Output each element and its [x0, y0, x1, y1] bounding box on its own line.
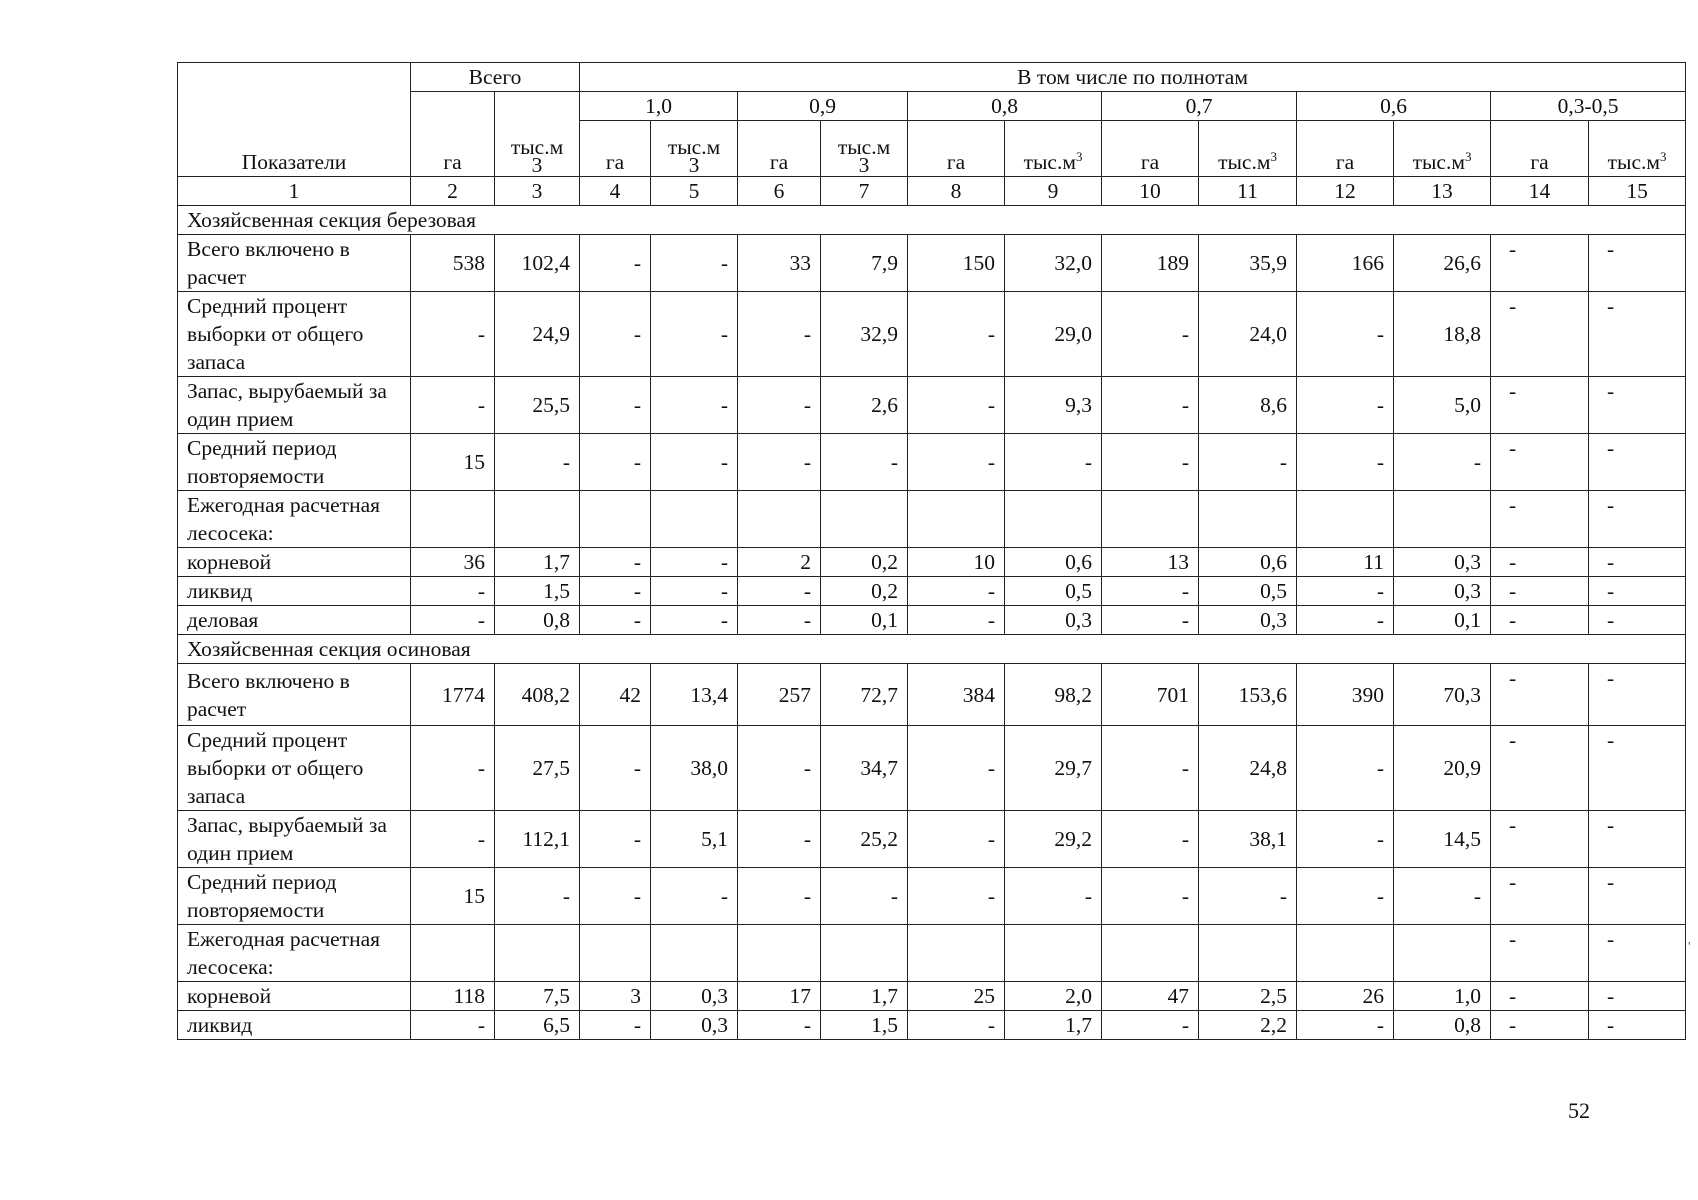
- section-row: [178, 206, 1686, 235]
- table-cell: 26: [1297, 982, 1394, 1011]
- table-cell: -: [1394, 868, 1491, 925]
- table-row: [178, 548, 1686, 577]
- table-row: [178, 868, 1686, 925]
- column-number: 2: [411, 177, 495, 206]
- table-cell: 2: [738, 548, 821, 577]
- table-cell: 47: [1102, 982, 1199, 1011]
- table-cell: 18,8: [1394, 292, 1491, 377]
- header-unit-volume: тыс.м 3: [651, 121, 738, 177]
- table-cell: -: [1102, 811, 1199, 868]
- table-cell: -: [908, 292, 1005, 377]
- table-cell: -: [411, 577, 495, 606]
- table-cell: -: [1102, 606, 1199, 635]
- table-cell: -: [580, 577, 651, 606]
- header-unit-ha: га: [1102, 121, 1199, 177]
- table-cell: -: [1491, 925, 1589, 982]
- table-cell: 1,5: [495, 577, 580, 606]
- table-cell: 1,7: [1005, 1011, 1102, 1040]
- table-cell: -: [1102, 1011, 1199, 1040]
- table-cell: [908, 491, 1005, 548]
- header-total: Всего: [411, 63, 580, 92]
- table-cell: -: [580, 606, 651, 635]
- table-cell: 6,5: [495, 1011, 580, 1040]
- table-cell: -: [1491, 664, 1589, 726]
- table-cell: -: [1589, 235, 1686, 292]
- column-number: 13: [1394, 177, 1491, 206]
- table-row: [178, 1011, 1686, 1040]
- table-cell: [1005, 925, 1102, 982]
- table-cell: [495, 925, 580, 982]
- table-cell: -: [1589, 491, 1686, 548]
- table-cell: 3: [580, 982, 651, 1011]
- table-cell: -: [1102, 292, 1199, 377]
- table-cell: 42: [580, 664, 651, 726]
- row-label: ликвид: [178, 577, 411, 606]
- table-cell: -: [1199, 434, 1297, 491]
- table-cell: [821, 491, 908, 548]
- table-cell: -: [1491, 434, 1589, 491]
- table-cell: [495, 491, 580, 548]
- column-number: 14: [1491, 177, 1589, 206]
- table-cell: 0,3: [1394, 577, 1491, 606]
- table-row: [178, 292, 1686, 377]
- table-cell: 27,5: [495, 726, 580, 811]
- table-cell: -: [1297, 606, 1394, 635]
- table-cell: -: [411, 606, 495, 635]
- table-cell: -: [1394, 434, 1491, 491]
- table-cell: 25,5: [495, 377, 580, 434]
- table-cell: 2,5: [1199, 982, 1297, 1011]
- table-cell: [411, 925, 495, 982]
- table-cell: [1297, 925, 1394, 982]
- table-cell: 153,6: [1199, 664, 1297, 726]
- table-cell: 408,2: [495, 664, 580, 726]
- table-cell: -: [1491, 377, 1589, 434]
- table-cell: 0,5: [1005, 577, 1102, 606]
- row-label: Средний процент выборки от общего запаса: [178, 726, 411, 811]
- column-number: 4: [580, 177, 651, 206]
- table-row: [178, 235, 1686, 292]
- header-density-3: 0,8: [908, 92, 1102, 121]
- table-cell: -: [1297, 1011, 1394, 1040]
- column-number: 5: [651, 177, 738, 206]
- table-cell: -: [738, 606, 821, 635]
- table-cell: -: [651, 577, 738, 606]
- row-label: ликвид: [178, 1011, 411, 1040]
- table-cell: 24,8: [1199, 726, 1297, 811]
- table-cell: -: [411, 377, 495, 434]
- table-cell: 0,6: [1005, 548, 1102, 577]
- table-cell: 1774: [411, 664, 495, 726]
- table-cell: -: [738, 868, 821, 925]
- table-cell: 7,5: [495, 982, 580, 1011]
- header-unit-volume: $тыс.м^3$: [1199, 121, 1297, 177]
- table-cell: -: [908, 726, 1005, 811]
- table-cell: 32,9: [821, 292, 908, 377]
- table-cell: -: [495, 434, 580, 491]
- table-cell: -: [580, 548, 651, 577]
- header-total-volume: тыс.м 3: [495, 92, 580, 177]
- table-cell: -: [1589, 726, 1686, 811]
- table-cell: -: [580, 292, 651, 377]
- table-cell: 0,8: [495, 606, 580, 635]
- table-cell: [1005, 491, 1102, 548]
- table-cell: -: [1491, 292, 1589, 377]
- table-cell: -: [651, 377, 738, 434]
- table-cell: [1102, 491, 1199, 548]
- table-cell: 7,9: [821, 235, 908, 292]
- table-cell: -: [1102, 726, 1199, 811]
- table-cell: -: [821, 434, 908, 491]
- table-cell: -: [1491, 811, 1589, 868]
- table-cell: -: [1102, 377, 1199, 434]
- table-cell: 5,1: [651, 811, 738, 868]
- table-cell: [1297, 491, 1394, 548]
- row-label: Всего включено в расчет: [178, 664, 411, 726]
- table-cell: 14,5: [1394, 811, 1491, 868]
- table-cell: 118: [411, 982, 495, 1011]
- table-cell: -: [1491, 868, 1589, 925]
- header-unit-volume: $тыс.м^3$: [1394, 121, 1491, 177]
- table-cell: 36: [411, 548, 495, 577]
- table-cell: -: [1297, 811, 1394, 868]
- table-cell: -: [580, 1011, 651, 1040]
- table-cell: -: [908, 811, 1005, 868]
- margin-mark: ': [1688, 940, 1691, 955]
- table-cell: -: [1589, 606, 1686, 635]
- row-label: деловая: [178, 606, 411, 635]
- table-cell: -: [411, 292, 495, 377]
- header-density-4: 0,7: [1102, 92, 1297, 121]
- table-cell: 0,8: [1394, 1011, 1491, 1040]
- table-cell: 26,6: [1394, 235, 1491, 292]
- table-cell: -: [1589, 292, 1686, 377]
- table-cell: -: [1589, 577, 1686, 606]
- table-cell: -: [580, 434, 651, 491]
- table-row: [178, 925, 1686, 982]
- table-cell: [580, 925, 651, 982]
- table-cell: 102,4: [495, 235, 580, 292]
- table-cell: -: [411, 726, 495, 811]
- header-by-density: В том числе по полнотам: [580, 63, 1686, 92]
- table-cell: 35,9: [1199, 235, 1297, 292]
- table-cell: 70,3: [1394, 664, 1491, 726]
- table-cell: 24,0: [1199, 292, 1297, 377]
- table-cell: 0,1: [821, 606, 908, 635]
- table-cell: -: [1589, 434, 1686, 491]
- table-cell: -: [1005, 434, 1102, 491]
- header-total-ha: га: [411, 92, 495, 177]
- table-cell: 150: [908, 235, 1005, 292]
- header-unit-volume: $тыс.м^3$: [1005, 121, 1102, 177]
- table-cell: 32,0: [1005, 235, 1102, 292]
- column-number: 7: [821, 177, 908, 206]
- table-cell: -: [1589, 377, 1686, 434]
- table-cell: 166: [1297, 235, 1394, 292]
- table-cell: 0,1: [1394, 606, 1491, 635]
- table-cell: 13: [1102, 548, 1199, 577]
- table-cell: -: [651, 868, 738, 925]
- table-row: [178, 811, 1686, 868]
- table-cell: -: [1102, 868, 1199, 925]
- section-title: Хозяйсвенная секция осиновая: [178, 635, 1686, 664]
- table-cell: -: [411, 811, 495, 868]
- table-cell: -: [651, 606, 738, 635]
- table-cell: 538: [411, 235, 495, 292]
- table-cell: 8,6: [1199, 377, 1297, 434]
- table-cell: -: [1491, 577, 1589, 606]
- table-cell: -: [908, 1011, 1005, 1040]
- table-cell: [821, 925, 908, 982]
- row-label: Ежегодная расчетная лесосека:: [178, 491, 411, 548]
- row-label: корневой: [178, 982, 411, 1011]
- page-number: 52: [1568, 1098, 1590, 1123]
- table-cell: -: [1297, 292, 1394, 377]
- table-cell: -: [1491, 606, 1589, 635]
- table-cell: -: [1589, 1011, 1686, 1040]
- column-number: 8: [908, 177, 1005, 206]
- table-cell: 38,0: [651, 726, 738, 811]
- table-cell: -: [411, 1011, 495, 1040]
- row-label: Средний период повторяемости: [178, 868, 411, 925]
- table-cell: -: [1491, 726, 1589, 811]
- column-number: 1: [178, 177, 411, 206]
- table-cell: -: [580, 726, 651, 811]
- table-cell: -: [580, 235, 651, 292]
- table-cell: 24,9: [495, 292, 580, 377]
- table-cell: [1199, 491, 1297, 548]
- header-unit-ha: га: [1491, 121, 1589, 177]
- table-cell: -: [1491, 491, 1589, 548]
- table-cell: -: [651, 548, 738, 577]
- table-cell: -: [1102, 577, 1199, 606]
- table-cell: -: [1199, 868, 1297, 925]
- row-label: Ежегодная расчетная лесосека:: [178, 925, 411, 982]
- table-cell: -: [1005, 868, 1102, 925]
- column-number: 15: [1589, 177, 1686, 206]
- table-cell: 1,5: [821, 1011, 908, 1040]
- table-cell: [738, 491, 821, 548]
- table-cell: 2,6: [821, 377, 908, 434]
- table-cell: -: [738, 377, 821, 434]
- table-cell: -: [1589, 982, 1686, 1011]
- table-cell: [1199, 925, 1297, 982]
- table-cell: 9,3: [1005, 377, 1102, 434]
- table-cell: -: [738, 811, 821, 868]
- table-cell: 0,3: [651, 982, 738, 1011]
- table-cell: 0,3: [1199, 606, 1297, 635]
- table-cell: 72,7: [821, 664, 908, 726]
- table-cell: 98,2: [1005, 664, 1102, 726]
- table-cell: 189: [1102, 235, 1199, 292]
- table-cell: 0,3: [1394, 548, 1491, 577]
- table-cell: -: [908, 577, 1005, 606]
- table-cell: 29,7: [1005, 726, 1102, 811]
- table-cell: 390: [1297, 664, 1394, 726]
- table-cell: -: [651, 292, 738, 377]
- table-cell: 701: [1102, 664, 1199, 726]
- table-cell: -: [1589, 811, 1686, 868]
- row-label: Запас, вырубаемый за один прием: [178, 811, 411, 868]
- table-cell: 257: [738, 664, 821, 726]
- table-cell: -: [1589, 664, 1686, 726]
- table-cell: -: [651, 434, 738, 491]
- header-unit-volume: $тыс.м^3$: [1589, 121, 1686, 177]
- table-cell: -: [908, 606, 1005, 635]
- table-cell: 13,4: [651, 664, 738, 726]
- table-cell: -: [1589, 868, 1686, 925]
- row-label: Средний период повторяемости: [178, 434, 411, 491]
- table-cell: 0,2: [821, 548, 908, 577]
- table-cell: 25: [908, 982, 1005, 1011]
- table-cell: 5,0: [1394, 377, 1491, 434]
- table-row: [178, 491, 1686, 548]
- row-label: Средний процент выборки от общего запаса: [178, 292, 411, 377]
- table-cell: [411, 491, 495, 548]
- table-cell: -: [580, 811, 651, 868]
- table-cell: -: [1589, 925, 1686, 982]
- table-cell: -: [1589, 548, 1686, 577]
- header-unit-volume: тыс.м 3: [821, 121, 908, 177]
- header-density-2: 0,9: [738, 92, 908, 121]
- table-cell: -: [495, 868, 580, 925]
- table-cell: -: [580, 377, 651, 434]
- table-cell: -: [1297, 434, 1394, 491]
- forest-cutting-table: [177, 62, 1686, 1040]
- table-cell: -: [738, 577, 821, 606]
- table-cell: -: [1102, 434, 1199, 491]
- table-cell: -: [651, 235, 738, 292]
- table-cell: -: [908, 868, 1005, 925]
- table-cell: -: [1491, 982, 1589, 1011]
- table-cell: [651, 491, 738, 548]
- table-cell: -: [738, 1011, 821, 1040]
- table-cell: 38,1: [1199, 811, 1297, 868]
- table-cell: 15: [411, 868, 495, 925]
- table-cell: [651, 925, 738, 982]
- column-number-row: [178, 177, 1686, 206]
- table-cell: 11: [1297, 548, 1394, 577]
- header-unit-ha: га: [908, 121, 1005, 177]
- table-cell: 34,7: [821, 726, 908, 811]
- table-cell: 1,7: [821, 982, 908, 1011]
- table-row: [178, 377, 1686, 434]
- table-cell: 0,2: [821, 577, 908, 606]
- row-label: Всего включено в расчет: [178, 235, 411, 292]
- row-label: Запас, вырубаемый за один прием: [178, 377, 411, 434]
- table-row: [178, 664, 1686, 726]
- table-cell: 384: [908, 664, 1005, 726]
- column-number: 3: [495, 177, 580, 206]
- table-cell: [1394, 491, 1491, 548]
- column-number: 9: [1005, 177, 1102, 206]
- table-cell: 17: [738, 982, 821, 1011]
- table-row: [178, 726, 1686, 811]
- header-unit-ha: га: [1297, 121, 1394, 177]
- table-cell: -: [580, 868, 651, 925]
- table-cell: 15: [411, 434, 495, 491]
- table-cell: -: [908, 434, 1005, 491]
- section-row: [178, 635, 1686, 664]
- header-density-5: 0,6: [1297, 92, 1491, 121]
- table-cell: 112,1: [495, 811, 580, 868]
- table-cell: [580, 491, 651, 548]
- table-cell: -: [1297, 868, 1394, 925]
- table-cell: -: [1297, 377, 1394, 434]
- column-number: 12: [1297, 177, 1394, 206]
- table-cell: 1,7: [495, 548, 580, 577]
- table-cell: 1,0: [1394, 982, 1491, 1011]
- table-cell: 2,2: [1199, 1011, 1297, 1040]
- table-cell: -: [1491, 235, 1589, 292]
- table-row: [178, 577, 1686, 606]
- header-unit-ha: га: [738, 121, 821, 177]
- table-cell: -: [908, 377, 1005, 434]
- table-cell: 0,3: [651, 1011, 738, 1040]
- table-row: [178, 606, 1686, 635]
- table-cell: -: [738, 726, 821, 811]
- column-number: 10: [1102, 177, 1199, 206]
- header-unit-ha: га: [580, 121, 651, 177]
- table-cell: 29,0: [1005, 292, 1102, 377]
- table-cell: 10: [908, 548, 1005, 577]
- header-density-6: 0,3-0,5: [1491, 92, 1686, 121]
- table-cell: [1394, 925, 1491, 982]
- table-cell: [738, 925, 821, 982]
- header-density-1: 1,0: [580, 92, 738, 121]
- table-cell: 20,9: [1394, 726, 1491, 811]
- column-number: 6: [738, 177, 821, 206]
- table-cell: -: [821, 868, 908, 925]
- table-cell: 33: [738, 235, 821, 292]
- table-cell: 29,2: [1005, 811, 1102, 868]
- table-row: [178, 982, 1686, 1011]
- table-cell: 0,3: [1005, 606, 1102, 635]
- table-cell: 0,5: [1199, 577, 1297, 606]
- table-row: [178, 434, 1686, 491]
- table-cell: -: [1491, 548, 1589, 577]
- table-cell: -: [1491, 1011, 1589, 1040]
- header-indicator: Показатели: [178, 63, 411, 177]
- section-title: Хозяйсвенная секция березовая: [178, 206, 1686, 235]
- table-cell: 25,2: [821, 811, 908, 868]
- table-cell: -: [738, 434, 821, 491]
- table-cell: -: [1297, 726, 1394, 811]
- table-cell: [908, 925, 1005, 982]
- row-label: корневой: [178, 548, 411, 577]
- table-cell: [1102, 925, 1199, 982]
- table-cell: -: [1297, 577, 1394, 606]
- table-cell: 0,6: [1199, 548, 1297, 577]
- column-number: 11: [1199, 177, 1297, 206]
- table-cell: 2,0: [1005, 982, 1102, 1011]
- table-cell: -: [738, 292, 821, 377]
